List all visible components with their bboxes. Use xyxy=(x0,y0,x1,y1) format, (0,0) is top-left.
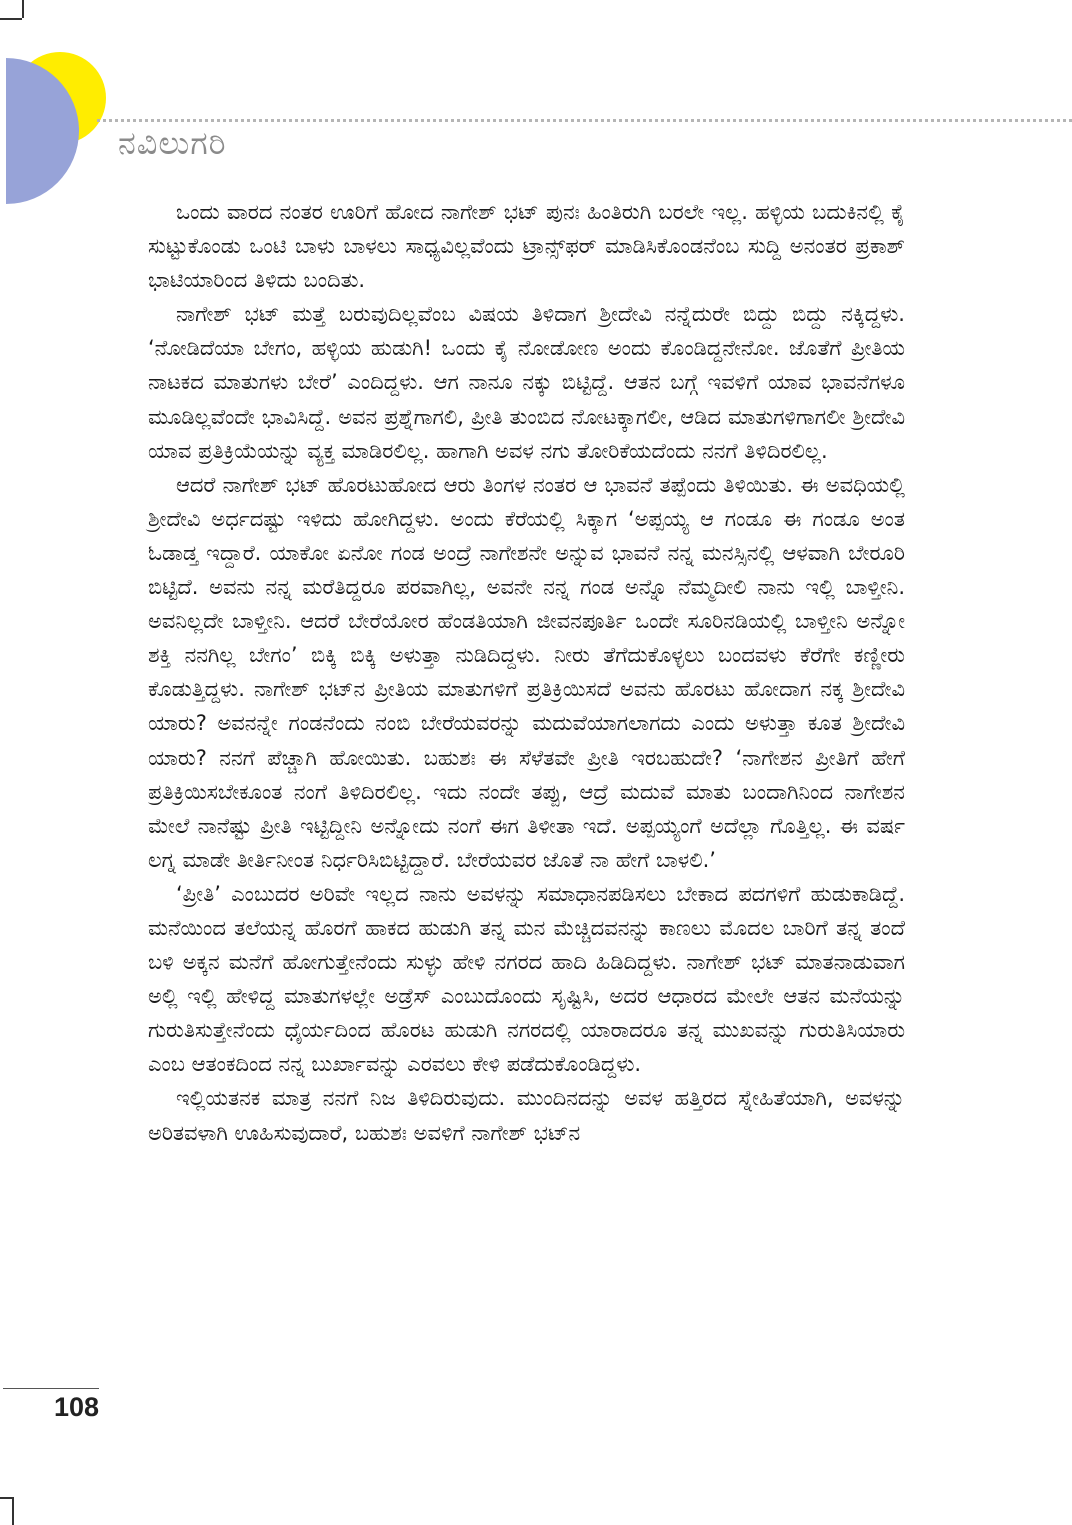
paragraph: ಇಲ್ಲಿಯತನಕ ಮಾತ್ರ ನನಗೆ ನಿಜ ತಿಳಿದಿರುವುದು. ಮುಂದಿನದನ್ನು ಅವಳ ಹತ್ತಿರದ ಸ್ನೇಹಿತೆಯಾಗಿ, ಅವಳನ್ನು ಅರಿತವಳಾಗಿ ಊಹಿಸುವುದಾರೆ, ಬಹುಶಃ ಅವಳಿಗೆ ನಾಗೇಶ್ ಭಟ್‌ನ xyxy=(148,1086,905,1145)
paragraph: ‘ಪ್ರೀತಿ’ ಎಂಬುದರ ಅರಿವೇ ಇಲ್ಲದ ನಾನು ಅವಳನ್ನು ಸಮಾಧಾನಪಡಿಸಲು ಬೇಕಾದ ಪದಗಳಿಗೆ ಹುಡುಕಾಡಿದ್ದೆ. ಮನೆಯಿಂದ ತಲೆಯನ್ನ ಹೊರಗೆ ಹಾಕದ ಹುಡುಗಿ ತನ್ನ ಮನ ಮೆಚ್ಚಿದವನನ್ನು ಕಾಣಲು ಮೊದಲ ಬಾರಿಗೆ ತನ್ನ ತಂದೆ ಬಳಿ ಅಕ್ಕನ ಮನೆಗೆ ಹೋಗುತ್ತೇನೆಂದು ಸುಳ್ಳು ಹೇಳಿ ನಗರದ ಹಾದಿ ಹಿಡಿದಿದ್ದಳು. ನಾಗೇಶ್ ಭಟ್ ಮಾತನಾಡುವಾಗ ಅಲ್ಲಿ ಇಲ್ಲಿ ಹೇಳಿದ್ದ ಮಾತುಗಳಲ್ಲೇ ಅಡ್ರೆಸ್ ಎಂಬುದೊಂದು ಸೃಷ್ಟಿಸಿ, ಅದರ ಆಧಾರದ ಮೇಲೇ ಆತನ ಮನೆಯನ್ನು ಗುರುತಿಸುತ್ತೇನೆಂದು ಧೈರ್ಯದಿಂದ ಹೊರಟ ಹುಡುಗಿ ನಗರದಲ್ಲಿ ಯಾರಾದರೂ ತನ್ನ ಮುಖವನ್ನು ಗುರುತಿಸಿಯಾರು ಎಂಬ ಆತಂಕದಿಂದ ನನ್ನ ಬುರ್ಖಾವನ್ನು ಎರವಲು ಕೇಳಿ ಪಡೆದುಕೊಂಡಿದ್ದಳು. xyxy=(148,881,905,1077)
crop-mark xyxy=(12,1497,14,1525)
paragraph: ನಾಗೇಶ್ ಭಟ್ ಮತ್ತೆ ಬರುವುದಿಲ್ಲವೆಂಬ ವಿಷಯ ತಿಳಿದಾಗ ಶ್ರೀದೇವಿ ನನ್ನೆದುರೇ ಬಿದ್ದು ಬಿದ್ದು ನಕ್ಕಿದ್ದಳು. ‘ನೋಡಿದೆಯಾ ಬೇಗಂ, ಹಳ್ಳಿಯ ಹುಡುಗಿ! ಒಂದು ಕೈ ನೋಡೋಣ ಅಂದು ಕೊಂಡಿದ್ದನೇನೋ. ಜೊತೆಗೆ ಪ್ರೀತಿಯ ನಾಟಕದ ಮಾತುಗಳು ಬೇರೆ’ ಎಂದಿದ್ದಳು. ಆಗ ನಾನೂ ನಕ್ಕು ಬಿಟ್ಟಿದ್ದೆ. ಆತನ ಬಗ್ಗೆ ಇವಳಿಗೆ ಯಾವ ಭಾವನೆಗಳೂ ಮೂಡಿಲ್ಲವೆಂದೇ ಭಾವಿಸಿದ್ದೆ. ಅವನ ಪ್ರಶ್ನೆಗಾಗಲಿ, ಪ್ರೀತಿ ತುಂಬಿದ ನೋಟಕ್ಕಾಗಲೀ, ಆಡಿದ ಮಾತುಗಳಿಗಾಗಲೀ ಶ್ರೀದೇವಿ ಯಾವ ಪ್ರತಿಕ್ರಿಯೆಯನ್ನು ವ್ಯಕ್ತ ಮಾಡಿರಲಿಲ್ಲ. ಹಾಗಾಗಿ ಅವಳ ನಗು ತೋರಿಕೆಯದೆಂದು ನನಗೆ ತಿಳಿದಿರಲಿಲ್ಲ. xyxy=(148,302,905,463)
chapter-title: ನವಿಲುಗರಿ xyxy=(118,124,227,162)
paragraph: ಒಂದು ವಾರದ ನಂತರ ಊರಿಗೆ ಹೋದ ನಾಗೇಶ್ ಭಟ್ ಪುನಃ ಹಿಂತಿರುಗಿ ಬರಲೇ ಇಲ್ಲ. ಹಳ್ಳಿಯ ಬದುಕಿನಲ್ಲಿ ಕೈ ಸುಟ್ಟುಕೊಂಡು ಒಂಟಿ ಬಾಳು ಬಾಳಲು ಸಾಧ್ಯವಿಲ್ಲವೆಂದು ಟ್ರಾನ್ಸ್‌ಫರ್ ಮಾಡಿಸಿಕೊಂಡನೆಂಬ ಸುದ್ದಿ ಅನಂತರ ಪ್ರಕಾಶ್ ಭಾಟಿಯಾರಿಂದ ತಿಳಿದು ಬಂದಿತು. xyxy=(148,200,905,293)
header-decoration xyxy=(0,0,120,220)
crop-mark xyxy=(0,1497,13,1499)
footer-rule xyxy=(3,1388,99,1389)
header-dotted-rule xyxy=(97,119,1072,122)
paragraph: ಆದರೆ ನಾಗೇಶ್ ಭಟ್ ಹೊರಟುಹೋದ ಆರು ತಿಂಗಳ ನಂತರ ಆ ಭಾವನೆ ತಪ್ಪೆಂದು ತಿಳಿಯಿತು. ಈ ಅವಧಿಯಲ್ಲಿ ಶ್ರೀದೇವಿ ಅರ್ಧದಷ್ಟು ಇಳಿದು ಹೋಗಿದ್ದಳು. ಅಂದು ಕೆರೆಯಲ್ಲಿ ಸಿಕ್ಕಾಗ ‘ಅಪ್ಪಯ್ಯ ಆ ಗಂಡೂ ಈ ಗಂಡೂ ಅಂತ ಓಡಾಡ್ತ ಇದ್ದಾರೆ. ಯಾಕೋ ಏನೋ ಗಂಡ ಅಂದ್ರೆ ನಾಗೇಶನೇ ಅನ್ನುವ ಭಾವನೆ ನನ್ನ ಮನಸ್ಸಿನಲ್ಲಿ ಆಳವಾಗಿ ಬೇರೂರಿ ಬಿಟ್ಟಿದೆ. ಅವನು ನನ್ನ ಮರೆತಿದ್ದರೂ ಪರವಾಗಿಲ್ಲ, ಅವನೇ ನನ್ನ ಗಂಡ ಅನ್ನೊ ನೆಮ್ಮದೀಲಿ ನಾನು ಇಲ್ಲಿ ಬಾಳ್ತೀನಿ. ಅವನಿಲ್ಲದೇ ಬಾಳ್ತೀನಿ. ಆದರೆ ಬೇರೆಯೋರ ಹೆಂಡತಿಯಾಗಿ ಜೀವನಪೂರ್ತಿ ಒಂದೇ ಸೂರಿನಡಿಯಲ್ಲಿ ಬಾಳ್ತೀನಿ ಅನ್ನೋ ಶಕ್ತಿ ನನಗಿಲ್ಲ ಬೇಗಂ’ ಬಿಕ್ಕಿ ಬಿಕ್ಕಿ ಅಳುತ್ತಾ ನುಡಿದಿದ್ದಳು. ನೀರು ತೆಗೆದುಕೊಳ್ಳಲು ಬಂದವಳು ಕೆರೆಗೇ ಕಣ್ಣೀರು ಕೊಡುತ್ತಿದ್ದಳು. ನಾಗೇಶ್ ಭಟ್‌ನ ಪ್ರೀತಿಯ ಮಾತುಗಳಿಗೆ ಪ್ರತಿಕ್ರಿಯಿಸದೆ ಅವನು ಹೊರಟು ಹೋದಾಗ ನಕ್ಕ ಶ್ರೀದೇವಿ ಯಾರು? ಅವನನ್ನೇ ಗಂಡನೆಂದು ನಂಬಿ ಬೇರೆಯವರನ್ನು ಮದುವೆಯಾಗಲಾಗದು ಎಂದು ಅಳುತ್ತಾ ಕೂತ ಶ್ರೀದೇವಿ ಯಾರು? ನನಗೆ ಪೆಚ್ಚಾಗಿ ಹೋಯಿತು. ಬಹುಶಃ ಈ ಸೆಳೆತವೇ ಪ್ರೀತಿ ಇರಬಹುದೇ? ‘ನಾಗೇಶನ ಪ್ರೀತಿಗೆ ಹೇಗೆ ಪ್ರತಿಕ್ರಿಯಿಸಬೇಕೂಂತ ನಂಗೆ ತಿಳಿದಿರಲಿಲ್ಲ. ಇದು ನಂದೇ ತಪ್ಪು, ಆದ್ರೆ ಮದುವೆ ಮಾತು ಬಂದಾಗಿನಿಂದ ನಾಗೇಶನ ಮೇಲೆ ನಾನೆಷ್ಟು ಪ್ರೀತಿ ಇಟ್ಟಿದ್ದೀನಿ ಅನ್ನೋದು ನಂಗೆ ಈಗ ತಿಳೀತಾ ಇದೆ. ಅಪ್ಪಯ್ಯಂಗೆ ಅದೆಲ್ಲಾ ಗೊತ್ತಿಲ್ಲ. ಈ ವರ್ಷ ಲಗ್ನ ಮಾಡೇ ತೀರ್ತಿನೀಂತ ನಿರ್ಧರಿಸಿಬಿಟ್ಟಿದ್ದಾರೆ. ಬೇರೆಯವರ ಜೊತೆ ನಾ ಹೇಗೆ ಬಾಳಲಿ.’ xyxy=(148,472,905,872)
page-number: 108 xyxy=(54,1392,100,1422)
body-text xyxy=(148,195,905,1150)
